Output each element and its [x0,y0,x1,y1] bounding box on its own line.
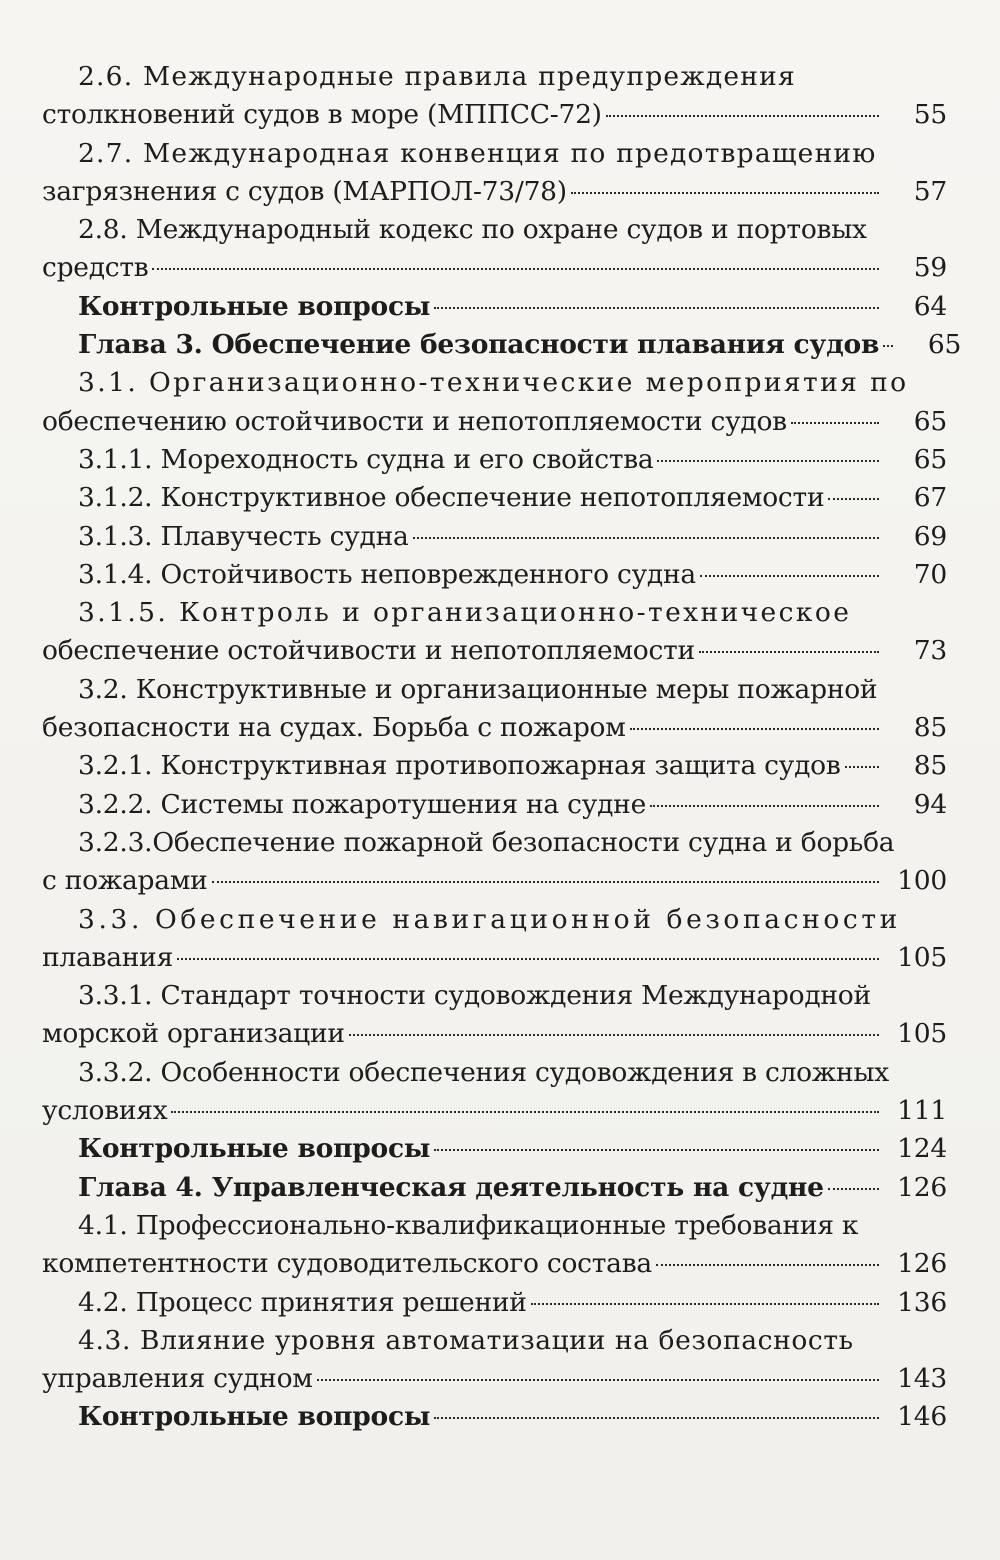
page-number: 65 [927,329,962,361]
leader-dots [657,460,879,462]
leader-dots [791,422,879,424]
page-number: 94 [913,788,947,820]
toc-entry-title: 3.2.3.Обеспечение пожарной безопасности судна и борьба [78,826,895,858]
toc-entry-control-questions-4 [42,1398,947,1436]
toc-entry-title-cont: компетентности судоводительского состава [42,1248,652,1280]
toc-entry-title: 3.1.2. Конструктивное обеспечение непотопляемости [78,482,825,514]
toc-entry-control-questions-2 [42,288,947,326]
toc-entry-title: 3.1.3. Плавучесть судна [78,520,409,552]
toc-entry-title: 3.3. Обеспечение навигационной безопасности [78,903,901,935]
leader-dots [171,1111,879,1113]
toc-entry-title: 3.2.2. Системы пожаротушения на судне [78,788,647,820]
page-number: 111 [897,1095,947,1127]
leader-dots [212,881,879,883]
leader-dots [828,1188,879,1190]
page-number: 59 [913,252,947,284]
toc-entry-chapter-4 [42,1169,947,1207]
toc-entry-title-cont: плавания [42,941,174,973]
toc-entry-3-1 [42,364,947,441]
leader-dots [656,1264,879,1266]
toc-entry-title-cont: морской организации [42,1018,345,1050]
toc-entry-title: 3.3.1. Стандарт точности судовождения Международной [78,980,871,1012]
toc-entry-title: 2.6. Международные правила предупреждения [78,61,796,92]
page-number: 64 [913,290,947,322]
toc-entry-title: 4.3. Влияние уровня автоматизации на безопасность [78,1324,854,1356]
toc-entry-title: 2.7. Международная конвенция по предотвращению [78,137,877,169]
toc-entry-title: 3.2.1. Конструктивная противопожарная защита судов [78,750,841,782]
leader-dots [883,345,893,347]
leader-dots [700,575,879,577]
toc-entry-title-cont: обеспечение остойчивости и непотопляемости [42,635,695,667]
toc-entry-2-7 [42,135,947,212]
page-number: 55 [913,99,947,131]
leader-dots [571,192,879,194]
page-number: 136 [897,1286,947,1318]
page-number: 126 [897,1171,947,1203]
toc-entry-4-3 [42,1322,947,1399]
leader-dots [699,651,879,653]
leader-dots [317,1379,879,1381]
toc-entry-title: 4.2. Процесс принятия решений [78,1286,527,1318]
toc-entry-title: 3.1.5. Контроль и организационно-техническое [78,597,852,629]
page-number: 124 [897,1133,947,1165]
page-number: 85 [913,712,947,744]
toc-entry-3-1-5 [42,594,947,671]
toc-entry-4-2 [42,1284,947,1322]
toc-entry-title-cont: с пожарами [42,865,208,897]
toc-entry-3-3-2 [42,1054,947,1131]
toc-entry-title: 3.1.1. Мореходность судна и его свойства [78,443,654,475]
leader-dots [606,115,879,117]
toc-entry-title-cont: обеспечению остойчивости и непотопляемости судов [42,405,787,437]
toc-entry-title: 3.3.2. Особенности обеспечения судовождения в сложных [78,1056,889,1088]
page-number: 57 [913,175,947,207]
toc-chapter-title: Глава 3. Обеспечение безопасности плавания судов [78,329,880,361]
page-number: 105 [897,941,947,973]
toc-entry-3-2 [42,671,947,748]
toc-entry-title-cont: столкновений судов в море (МППСС-72) [42,99,602,131]
toc-entry-title: 3.2. Конструктивные и организационные меры пожарной [78,673,878,705]
page-number: 70 [913,558,947,590]
table-of-contents [42,58,962,1437]
toc-entry-3-3 [42,901,947,978]
leader-dots [349,1034,879,1036]
toc-entry-2-6 [42,58,947,135]
page-number: 73 [913,635,947,667]
toc-entry-3-2-2 [42,786,947,824]
leader-dots [650,805,879,807]
page-number: 69 [913,520,947,552]
leader-dots [828,498,879,500]
toc-entry-title-cont: безопасности на судах. Борьба с пожаром [42,712,626,744]
page-number: 85 [913,750,947,782]
toc-entry-3-1-3 [42,518,947,556]
toc-entry-title: 4.1. Профессионально-квалификационные требования к [78,1209,859,1241]
page-number: 126 [897,1248,947,1280]
toc-chapter-title: Глава 4. Управленческая деятельность на судне [78,1171,824,1203]
toc-entry-title: 3.1. Организационно-технические мероприятия по [78,367,909,399]
page-number: 65 [913,405,947,437]
toc-entry-3-3-1 [42,977,947,1054]
leader-dots [177,958,879,960]
leader-dots [531,1303,879,1305]
toc-entry-title-cont: средств [42,252,149,284]
leader-dots [434,1417,879,1419]
leader-dots [413,537,879,539]
leader-dots [152,268,879,270]
toc-entry-title-cont: загрязнения с судов (МАРПОЛ-73/78) [42,175,567,207]
toc-entry-3-2-3 [42,824,947,901]
toc-entry-title: 3.1.4. Остойчивость неповрежденного судна [78,558,696,590]
toc-entry-title: Контрольные вопросы [78,1133,431,1165]
toc-entry-title: Контрольные вопросы [78,1401,431,1433]
toc-entry-chapter-3 [42,326,962,364]
toc-entry-title: 2.8. Международный кодекс по охране судов и портовых [78,214,867,246]
leader-dots [434,1149,879,1151]
leader-dots [434,307,879,309]
toc-entry-3-1-4 [42,556,947,594]
toc-entry-title-cont: условиях [42,1095,168,1127]
toc-entry-control-questions-3 [42,1130,947,1168]
toc-entry-4-1 [42,1207,947,1284]
toc-entry-title-cont: управления судном [42,1363,313,1395]
toc-entry-title: Контрольные вопросы [78,290,431,322]
toc-entry-2-8 [42,211,947,288]
toc-entry-3-1-1 [42,441,947,479]
leader-dots [630,728,879,730]
page-number: 105 [897,1018,947,1050]
toc-entry-3-1-2 [42,479,947,517]
leader-dots [845,766,879,768]
page-number: 65 [913,443,947,475]
page-number: 143 [897,1363,947,1395]
page-number: 67 [913,482,947,514]
toc-entry-3-2-1 [42,747,947,785]
page-number: 146 [897,1401,947,1433]
page-number: 100 [897,865,947,897]
